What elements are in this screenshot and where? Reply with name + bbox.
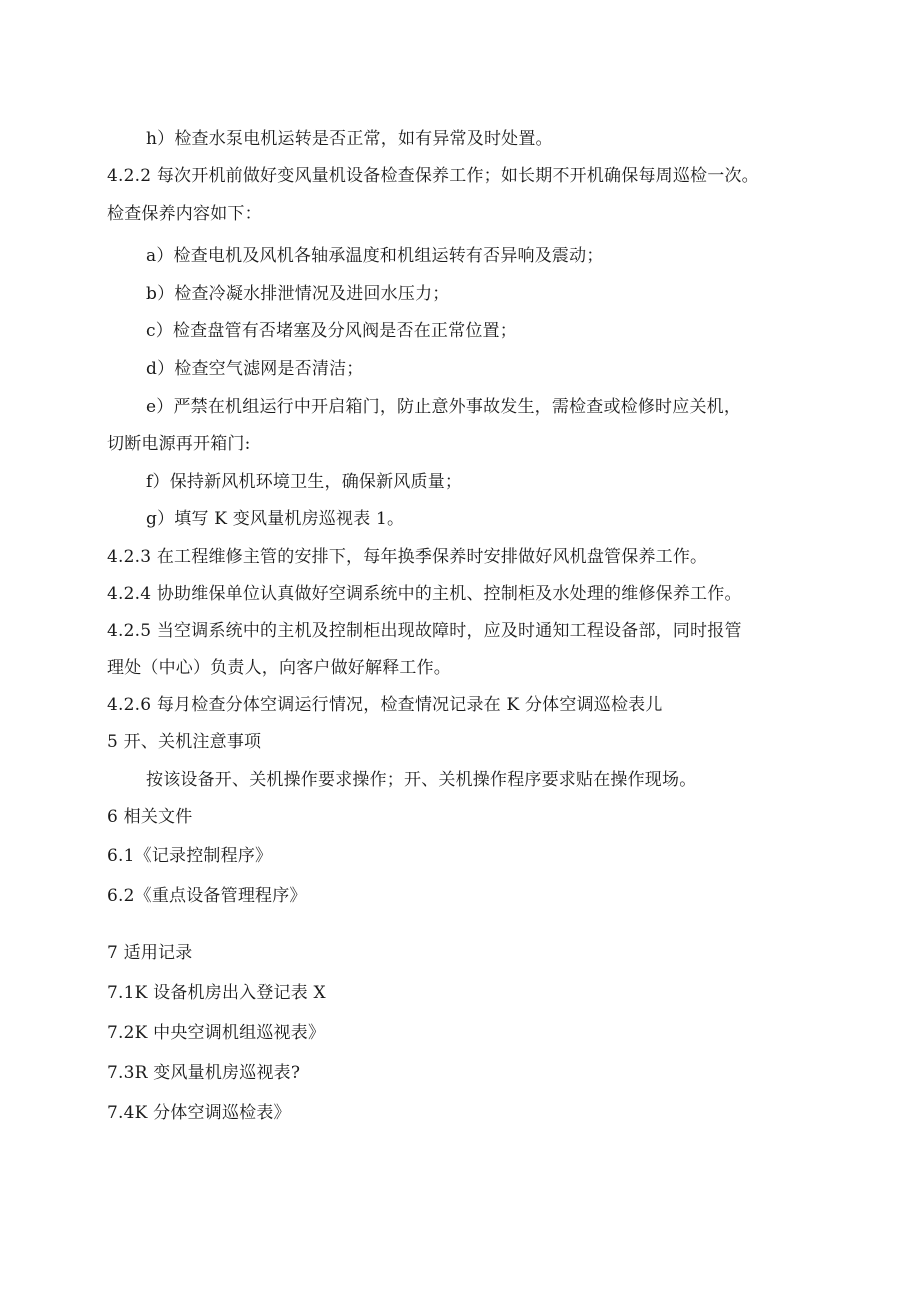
text-line: 切断电源再开箱门: xyxy=(107,434,251,454)
text-line: 4.2.2 每次开机前做好变风量机设备检查保养工作；如长期不开机确保每周巡检一次。 xyxy=(107,166,759,186)
text-line: c）检查盘管有否堵塞及分风阀是否在正常位置； xyxy=(146,321,517,341)
section-heading: 6 相关文件 xyxy=(107,807,193,827)
text-line: a）检查电机及风机各轴承温度和机组运转有否异响及震动； xyxy=(146,246,604,266)
text-line: g）填写 K 变风量机房巡视表 1。 xyxy=(146,509,405,529)
section-heading: 5 开、关机注意事项 xyxy=(107,732,262,752)
list-item: 6.2《重点设备管理程序》 xyxy=(107,886,307,906)
text-line: 检查保养内容如下： xyxy=(107,204,262,224)
text-line: 4.2.6 每月检查分体空调运行情况，检查情况记录在 K 分体空调巡检表儿 xyxy=(107,695,663,715)
text-line: e）严禁在机组运行中开启箱门，防止意外事故发生，需检查或检修时应关机， xyxy=(146,397,742,417)
text-line: 理处（中心）负责人，向客户做好解释工作。 xyxy=(107,658,451,678)
section-heading: 7 适用记录 xyxy=(107,943,193,963)
text-line: 4.2.5 当空调系统中的主机及控制柜出现故障时，应及时通知工程设备部，同时报管 xyxy=(107,621,742,641)
text-line: f）保持新风机环境卫生，确保新风质量； xyxy=(146,472,463,492)
text-line: b）检查冷凝水排泄情况及进回水压力； xyxy=(146,284,450,304)
text-line: d）检查空气滤网是否清洁； xyxy=(146,359,364,379)
text-line: 4.2.3 在工程维修主管的安排下，每年换季保养时安排做好风机盘管保养工作。 xyxy=(107,547,708,567)
list-item: 7.4K 分体空调巡检表》 xyxy=(107,1103,291,1123)
text-line: 按该设备开、关机操作要求操作；开、关机操作程序要求贴在操作现场。 xyxy=(146,770,697,790)
list-item: 6.1《记录控制程序》 xyxy=(107,846,273,866)
list-item: 7.3R 变风量机房巡视表? xyxy=(107,1063,301,1083)
text-line: 4.2.4 协助维保单位认真做好空调系统中的主机、控制柜及水处理的维修保养工作。 xyxy=(107,584,742,604)
list-item: 7.2K 中央空调机组巡视表》 xyxy=(107,1023,326,1043)
text-line: h）检查水泵电机运转是否正常，如有异常及时处置。 xyxy=(146,129,553,149)
list-item: 7.1K 设备机房出入登记表 X xyxy=(107,983,326,1003)
